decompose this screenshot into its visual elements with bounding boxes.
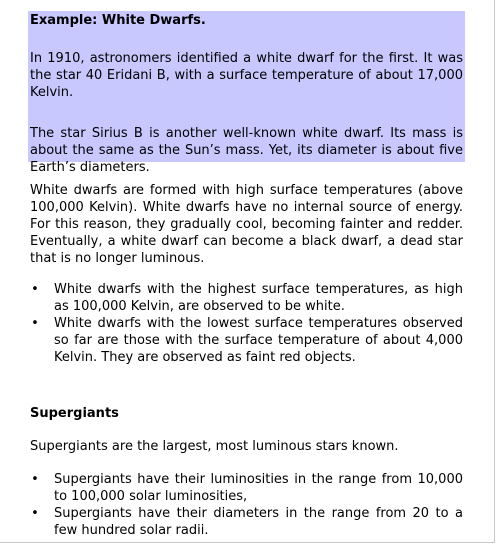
white-dwarfs-bullet-list <box>30 281 463 366</box>
list-item-text: Supergiants have their diameters in the range from 20 to a few hundred solar radii. <box>54 506 463 538</box>
example-title: Example: White Dwarfs. <box>30 13 206 28</box>
white-dwarfs-paragraph: White dwarfs are formed with high surface temperatures (above 100,000 Kelvin). White dwarfs have no internal source of energy. For this reason, they gradually cool, becoming fainter and redder. Eventually, a white dwarf can become a black dwarf, a dead star that is no longer luminous. <box>30 183 463 266</box>
list-item <box>30 315 463 366</box>
bullet-icon: • <box>31 316 39 331</box>
list-item <box>30 281 463 315</box>
list-item-text: White dwarfs with the highest surface temperatures, as high as 100,000 Kelvin, are observed to be white. <box>54 282 463 314</box>
list-item <box>30 505 463 539</box>
example-box <box>28 11 465 175</box>
bullet-icon: • <box>31 506 39 521</box>
bullet-icon: • <box>31 472 39 487</box>
example-paragraph-1: In 1910, astronomers identified a white dwarf for the first. It was the star 40 Eridani B, with a surface temperature of about 17,000 Kelvin. <box>30 51 463 100</box>
list-item <box>30 471 463 505</box>
list-item-text: White dwarfs with the lowest surface temperatures observed so far are those with the surface temperature of about 4,000 Kelvin. They are observed as faint red objects. <box>54 316 463 365</box>
supergiants-paragraph: Supergiants are the largest, most luminous stars known. <box>30 439 399 454</box>
supergiants-heading: Supergiants <box>30 406 119 421</box>
list-item-text: Supergiants have their luminosities in the range from 10,000 to 100,000 solar luminosities, <box>54 472 463 504</box>
supergiants-bullet-list <box>30 471 463 539</box>
example-paragraph-2: The star Sirius B is another well-known white dwarf. Its mass is about the same as the Sun’s mass. Yet, its diameter is about five Earth’s diameters. <box>30 126 463 175</box>
bullet-icon: • <box>31 282 39 297</box>
